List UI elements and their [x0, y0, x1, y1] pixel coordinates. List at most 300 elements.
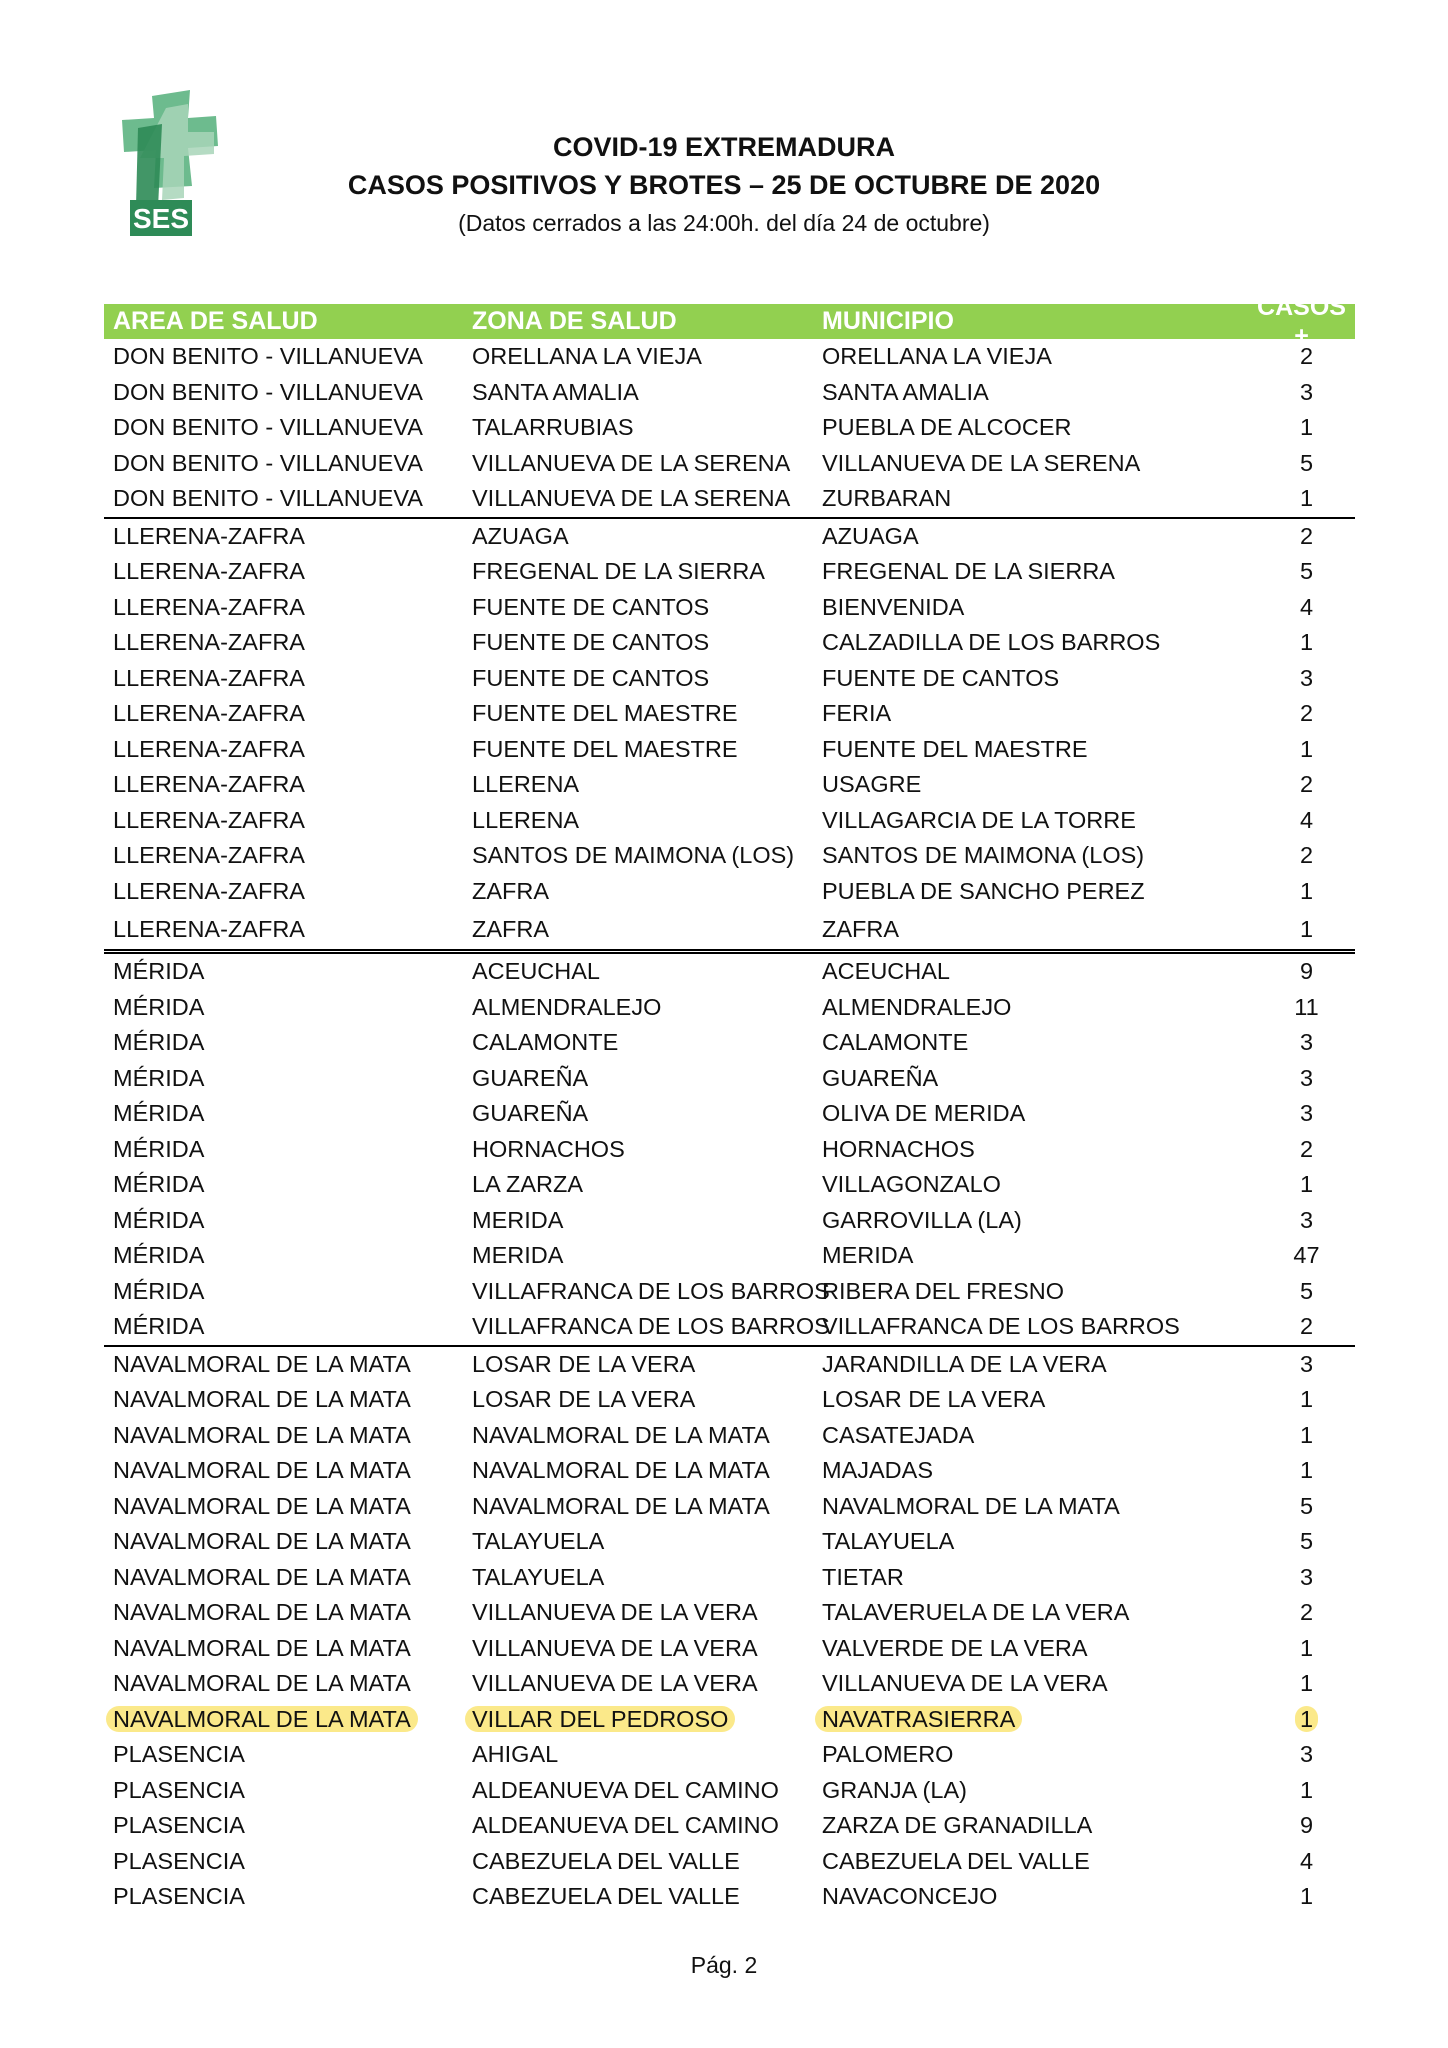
cell-text: VILLAFRANCA DE LOS BARROS	[472, 1277, 830, 1304]
table-row	[104, 1096, 1355, 1132]
cases-table	[104, 292, 1355, 1915]
cell-text: ACEUCHAL	[822, 958, 950, 985]
cell-text: 1	[1299, 1386, 1314, 1413]
cell-text: VILLAGONZALO	[822, 1171, 1001, 1198]
cell-text: 3	[1299, 1350, 1314, 1377]
document-subtitle: CASOS POSITIVOS Y BROTES – 25 DE OCTUBRE DE 2020	[347, 170, 1101, 200]
cell-casos	[1213, 343, 1355, 370]
cell-municipio	[813, 450, 1213, 477]
table-row	[104, 1808, 1355, 1844]
table-row	[104, 590, 1355, 626]
table-row	[104, 1274, 1355, 1310]
cell-text: MÉRIDA	[113, 993, 205, 1020]
cell-text: GUAREÑA	[472, 1064, 589, 1091]
cell-text: 3	[1299, 1100, 1314, 1127]
cell-text: TALAVERUELA DE LA VERA	[822, 1599, 1130, 1626]
cell-text: PLASENCIA	[113, 1812, 245, 1839]
cell-zona	[463, 1100, 813, 1127]
table-row	[104, 1203, 1355, 1239]
cell-area	[104, 1812, 463, 1839]
cell-municipio	[813, 558, 1213, 585]
cell-municipio	[813, 629, 1213, 656]
cell-casos	[1213, 1493, 1355, 1520]
cell-zona	[463, 878, 813, 905]
cell-area	[104, 1670, 463, 1697]
cell-area	[104, 1635, 463, 1662]
cell-municipio	[813, 700, 1213, 727]
cell-text: CALAMONTE	[472, 1029, 619, 1056]
table-row	[104, 1595, 1355, 1631]
cell-area	[104, 1136, 463, 1163]
cell-text: FUENTE DE CANTOS	[822, 664, 1060, 691]
table-row	[104, 954, 1355, 990]
cell-text: MÉRIDA	[113, 1029, 205, 1056]
cell-text: 1	[1299, 629, 1314, 656]
cell-zona	[463, 379, 813, 406]
cell-text: ACEUCHAL	[472, 958, 600, 985]
cell-municipio	[813, 1812, 1213, 1839]
cell-text: 3	[1299, 1206, 1314, 1233]
cell-text: SANTOS DE MAIMONA (LOS)	[472, 842, 795, 869]
cell-zona	[463, 1171, 813, 1198]
cell-casos	[1213, 1207, 1355, 1234]
cell-zona	[463, 1207, 813, 1234]
table-row	[104, 1524, 1355, 1560]
cell-text: FUENTE DE CANTOS	[472, 664, 710, 691]
cell-zona	[463, 771, 813, 798]
cell-text: VALVERDE DE LA VERA	[822, 1634, 1088, 1661]
table-row	[104, 375, 1355, 411]
cell-municipio	[813, 1564, 1213, 1591]
cell-casos	[1213, 1457, 1355, 1484]
cell-text: 1	[1299, 1634, 1314, 1661]
cell-casos	[1213, 1313, 1355, 1340]
cell-text: 5	[1299, 1492, 1314, 1519]
cell-text: LLERENA-ZAFRA	[113, 915, 305, 942]
cell-zona	[463, 485, 813, 512]
table-row	[104, 732, 1355, 768]
cell-text: CABEZUELA DEL VALLE	[472, 1847, 740, 1874]
cell-casos	[1213, 485, 1355, 512]
cell-municipio	[813, 414, 1213, 441]
table-row	[104, 1061, 1355, 1097]
cell-text: 5	[1299, 449, 1314, 476]
cell-casos	[1213, 523, 1355, 550]
cell-municipio	[813, 1100, 1213, 1127]
table-row	[104, 446, 1355, 482]
cell-area	[104, 1100, 463, 1127]
cell-text: 2	[1299, 842, 1314, 869]
cell-municipio	[813, 594, 1213, 621]
cell-area	[104, 558, 463, 585]
cell-text: NAVALMORAL DE LA MATA	[113, 1599, 411, 1626]
cell-text: LLERENA	[472, 806, 580, 833]
cell-casos	[1213, 1171, 1355, 1198]
cell-text: PLASENCIA	[113, 1776, 245, 1803]
cell-zona	[463, 1242, 813, 1269]
cell-text: CABEZUELA DEL VALLE	[822, 1847, 1090, 1874]
cell-casos	[1213, 558, 1355, 585]
cell-area	[104, 994, 463, 1021]
cell-text: 1	[1299, 915, 1314, 942]
cell-text: CALAMONTE	[822, 1029, 969, 1056]
cell-municipio	[813, 379, 1213, 406]
cell-text: NAVALMORAL DE LA MATA	[822, 1492, 1120, 1519]
cell-area	[104, 736, 463, 763]
cell-text: 2	[1299, 343, 1314, 370]
cell-area	[104, 1351, 463, 1378]
cell-text: NAVALMORAL DE LA MATA	[113, 1421, 411, 1448]
cell-area	[104, 1313, 463, 1340]
table-row	[104, 696, 1355, 732]
table-row	[104, 909, 1355, 954]
cell-zona	[463, 1883, 813, 1910]
cell-municipio	[813, 994, 1213, 1021]
cell-text: TIETAR	[822, 1563, 904, 1590]
cell-text: TALAYUELA	[822, 1528, 955, 1555]
cell-text: MÉRIDA	[113, 1135, 205, 1162]
cell-text: 2	[1299, 771, 1314, 798]
cell-casos	[1213, 1777, 1355, 1804]
cell-area	[104, 1386, 463, 1413]
cell-text: NAVALMORAL DE LA MATA	[113, 1492, 411, 1519]
cell-area	[104, 807, 463, 834]
cell-area	[104, 1457, 463, 1484]
cell-municipio	[813, 1386, 1213, 1413]
cell-casos	[1213, 1278, 1355, 1305]
cell-area	[104, 1029, 463, 1056]
cell-municipio	[813, 1065, 1213, 1092]
cell-municipio	[813, 916, 1213, 943]
cell-text: 3	[1299, 1741, 1314, 1768]
cell-zona	[463, 958, 813, 985]
cell-municipio	[813, 1777, 1213, 1804]
cell-casos	[1213, 916, 1355, 943]
cell-casos	[1213, 1706, 1355, 1733]
table-row	[104, 661, 1355, 697]
cell-text: LLERENA-ZAFRA	[113, 842, 305, 869]
cell-zona	[463, 558, 813, 585]
cell-text: LLERENA-ZAFRA	[113, 735, 305, 762]
table-row	[104, 410, 1355, 446]
cell-text: MÉRIDA	[113, 1100, 205, 1127]
cell-text: ALMENDRALEJO	[472, 993, 662, 1020]
cell-text: AHIGAL	[472, 1741, 559, 1768]
cell-text: ALDEANUEVA DEL CAMINO	[472, 1776, 779, 1803]
cell-area	[104, 629, 463, 656]
cell-text: 1	[1299, 735, 1314, 762]
cell-text: 1	[1299, 1421, 1314, 1448]
cell-text: DON BENITO - VILLANUEVA	[113, 485, 423, 512]
cell-municipio	[813, 343, 1213, 370]
cell-area	[104, 1278, 463, 1305]
table-row	[104, 1453, 1355, 1489]
cell-casos	[1213, 1848, 1355, 1875]
table-row	[104, 481, 1355, 519]
cell-zona	[463, 842, 813, 869]
cell-text: LOSAR DE LA VERA	[472, 1386, 696, 1413]
cell-text: ALDEANUEVA DEL CAMINO	[472, 1812, 779, 1839]
cell-area	[104, 771, 463, 798]
cell-text: 1	[1299, 1457, 1314, 1484]
cell-text: LLERENA-ZAFRA	[113, 700, 305, 727]
cell-text: 4	[1299, 806, 1314, 833]
cell-zona	[463, 1670, 813, 1697]
cell-text: LOSAR DE LA VERA	[822, 1386, 1046, 1413]
cell-area	[104, 1065, 463, 1092]
table-row	[104, 803, 1355, 839]
table-row	[104, 1560, 1355, 1596]
cell-text: NAVALMORAL DE LA MATA	[113, 1386, 411, 1413]
cell-casos	[1213, 994, 1355, 1021]
cell-text: AZUAGA	[822, 522, 919, 549]
cell-text: 1	[1299, 1776, 1314, 1803]
cell-area	[104, 594, 463, 621]
cell-municipio	[813, 1599, 1213, 1626]
cell-text: FERIA	[822, 700, 892, 727]
page-number: Pág. 2	[690, 1952, 758, 1978]
cell-text: TALARRUBIAS	[472, 414, 634, 441]
cell-text: HORNACHOS	[822, 1135, 975, 1162]
cell-text: 1	[1295, 1706, 1318, 1732]
cell-text: FUENTE DE CANTOS	[472, 593, 710, 620]
cell-text: LLERENA-ZAFRA	[113, 771, 305, 798]
cell-municipio	[813, 1313, 1213, 1340]
cell-zona	[463, 1599, 813, 1626]
cell-text: 2	[1299, 1313, 1314, 1340]
cell-text: 3	[1299, 664, 1314, 691]
cell-municipio	[813, 1706, 1213, 1733]
cell-text: VILLAFRANCA DE LOS BARROS	[472, 1313, 830, 1340]
cell-zona	[463, 1136, 813, 1163]
cell-text: 1	[1299, 414, 1314, 441]
cell-text: 2	[1299, 700, 1314, 727]
cell-casos	[1213, 807, 1355, 834]
cell-text: 5	[1299, 1528, 1314, 1555]
column-header-zona: ZONA DE SALUD	[472, 307, 677, 335]
cell-zona	[463, 1386, 813, 1413]
table-row	[104, 1631, 1355, 1667]
cell-municipio	[813, 958, 1213, 985]
cell-casos	[1213, 1635, 1355, 1662]
cell-text: LLERENA-ZAFRA	[113, 593, 305, 620]
cell-text: 1	[1299, 485, 1314, 512]
cell-text: 3	[1299, 1563, 1314, 1590]
cell-municipio	[813, 1848, 1213, 1875]
cell-text: PALOMERO	[822, 1741, 954, 1768]
cell-municipio	[813, 1171, 1213, 1198]
column-header-casos: CASOS +	[1257, 292, 1346, 350]
cell-area	[104, 878, 463, 905]
cell-casos	[1213, 1812, 1355, 1839]
table-row	[104, 1666, 1355, 1702]
cell-text: NAVALMORAL DE LA MATA	[113, 1350, 411, 1377]
cell-text: CASATEJADA	[822, 1421, 975, 1448]
cell-casos	[1213, 700, 1355, 727]
cell-text: 3	[1299, 1064, 1314, 1091]
cell-text: NAVALMORAL DE LA MATA	[113, 1670, 411, 1697]
cell-text: ZAFRA	[472, 877, 550, 904]
cell-text: VILLAFRANCA DE LOS BARROS	[822, 1313, 1180, 1340]
table-row	[104, 767, 1355, 803]
cell-area	[104, 1207, 463, 1234]
cell-text: 2	[1299, 1599, 1314, 1626]
cell-zona	[463, 1635, 813, 1662]
cell-area	[104, 1741, 463, 1768]
cell-zona	[463, 629, 813, 656]
cell-text: NAVALMORAL DE LA MATA	[113, 1457, 411, 1484]
cell-text: MAJADAS	[822, 1457, 933, 1484]
cell-area	[104, 958, 463, 985]
cell-municipio	[813, 1883, 1213, 1910]
cell-text: 2	[1299, 522, 1314, 549]
cell-text: ZAFRA	[822, 915, 900, 942]
cell-casos	[1213, 1136, 1355, 1163]
cell-area	[104, 1777, 463, 1804]
cell-text: VILLANUEVA DE LA SERENA	[822, 449, 1141, 476]
cell-municipio	[813, 1670, 1213, 1697]
table-row	[104, 1418, 1355, 1454]
cell-municipio	[813, 1741, 1213, 1768]
cell-text: DON BENITO - VILLANUEVA	[113, 343, 423, 370]
cell-text: TALAYUELA	[472, 1563, 605, 1590]
cell-text: LLERENA-ZAFRA	[113, 522, 305, 549]
cell-text: VILLANUEVA DE LA SERENA	[472, 449, 791, 476]
cell-text: GUAREÑA	[472, 1100, 589, 1127]
cell-area	[104, 1599, 463, 1626]
cell-text: 1	[1299, 1670, 1314, 1697]
cell-text: USAGRE	[822, 771, 922, 798]
cell-text: JARANDILLA DE LA VERA	[822, 1350, 1107, 1377]
cell-zona	[463, 916, 813, 943]
cell-text: LOSAR DE LA VERA	[472, 1350, 696, 1377]
cell-zona	[463, 1528, 813, 1555]
cell-casos	[1213, 878, 1355, 905]
cell-text: 47	[1293, 1242, 1320, 1269]
cell-text: MÉRIDA	[113, 1313, 205, 1340]
cell-municipio	[813, 1278, 1213, 1305]
cell-area	[104, 916, 463, 943]
cell-text: LLERENA-ZAFRA	[113, 877, 305, 904]
cell-text: 3	[1299, 378, 1314, 405]
cell-casos	[1213, 1100, 1355, 1127]
cell-text: SANTA AMALIA	[822, 378, 989, 405]
cell-zona	[463, 994, 813, 1021]
cell-casos	[1213, 379, 1355, 406]
table-row	[104, 1167, 1355, 1203]
cell-zona	[463, 594, 813, 621]
cell-zona	[463, 1065, 813, 1092]
cell-text: PLASENCIA	[113, 1883, 245, 1910]
cell-text: MÉRIDA	[113, 1206, 205, 1233]
cell-area	[104, 1493, 463, 1520]
cell-zona	[463, 665, 813, 692]
cell-area	[104, 700, 463, 727]
cell-area	[104, 1883, 463, 1910]
cell-zona	[463, 1029, 813, 1056]
cell-area	[104, 1848, 463, 1875]
cell-text: DON BENITO - VILLANUEVA	[113, 414, 423, 441]
cell-casos	[1213, 1528, 1355, 1555]
cell-text: ORELLANA LA VIEJA	[822, 343, 1052, 370]
cell-text: FREGENAL DE LA SIERRA	[822, 558, 1115, 585]
cell-text: ALMENDRALEJO	[822, 993, 1012, 1020]
cell-area	[104, 1422, 463, 1449]
cell-municipio	[813, 878, 1213, 905]
cell-casos	[1213, 629, 1355, 656]
table-row	[104, 990, 1355, 1026]
cell-text: FUENTE DEL MAESTRE	[822, 735, 1088, 762]
cell-municipio	[813, 842, 1213, 869]
cell-text: NAVALMORAL DE LA MATA	[472, 1457, 770, 1484]
cell-text: LLERENA-ZAFRA	[113, 806, 305, 833]
cell-text: LLERENA-ZAFRA	[113, 664, 305, 691]
cell-zona	[463, 523, 813, 550]
cell-text: VILLANUEVA DE LA VERA	[472, 1599, 758, 1626]
cell-text: FREGENAL DE LA SIERRA	[472, 558, 765, 585]
cell-municipio	[813, 1457, 1213, 1484]
table-row	[104, 625, 1355, 661]
cell-casos	[1213, 1422, 1355, 1449]
cell-text: FUENTE DEL MAESTRE	[472, 735, 738, 762]
cell-text: MÉRIDA	[113, 958, 205, 985]
cell-text: RIBERA DEL FRESNO	[822, 1277, 1065, 1304]
cell-area	[104, 379, 463, 406]
table-row	[104, 1309, 1355, 1347]
cell-zona	[463, 450, 813, 477]
cell-text: ZURBARAN	[822, 485, 952, 512]
cell-municipio	[813, 485, 1213, 512]
cell-text: ZARZA DE GRANADILLA	[822, 1812, 1093, 1839]
cell-text: LLERENA-ZAFRA	[113, 558, 305, 585]
cell-text: NAVALMORAL DE LA MATA	[106, 1706, 418, 1732]
cell-casos	[1213, 1883, 1355, 1910]
table-row	[104, 1844, 1355, 1880]
cell-text: VILLAR DEL PEDROSO	[465, 1706, 735, 1732]
cell-text: VILLANUEVA DE LA VERA	[472, 1670, 758, 1697]
cell-text: OLIVA DE MERIDA	[822, 1100, 1026, 1127]
cell-text: LA ZARZA	[472, 1171, 584, 1198]
cell-text: 9	[1299, 1812, 1314, 1839]
cell-text: GUAREÑA	[822, 1064, 939, 1091]
table-row	[104, 1702, 1355, 1738]
table-row	[104, 1489, 1355, 1525]
cell-area	[104, 523, 463, 550]
cell-text: 4	[1299, 593, 1314, 620]
cell-zona	[463, 1457, 813, 1484]
table-body	[104, 339, 1355, 1915]
cell-zona	[463, 807, 813, 834]
cell-area	[104, 1706, 463, 1733]
cell-text: 5	[1299, 1277, 1314, 1304]
cell-text: NAVALMORAL DE LA MATA	[113, 1634, 411, 1661]
cell-text: 1	[1299, 877, 1314, 904]
cell-text: FUENTE DEL MAESTRE	[472, 700, 738, 727]
cell-text: PLASENCIA	[113, 1741, 245, 1768]
cell-area	[104, 450, 463, 477]
cell-text: SANTA AMALIA	[472, 378, 639, 405]
cell-municipio	[813, 1136, 1213, 1163]
cell-casos	[1213, 594, 1355, 621]
cell-text: VILLAGARCIA DE LA TORRE	[822, 806, 1136, 833]
cell-text: VILLANUEVA DE LA VERA	[472, 1634, 758, 1661]
cell-zona	[463, 1493, 813, 1520]
cell-area	[104, 1242, 463, 1269]
table-row	[104, 838, 1355, 874]
cell-casos	[1213, 1029, 1355, 1056]
cell-text: 2	[1299, 1135, 1314, 1162]
table-header	[104, 292, 1355, 350]
